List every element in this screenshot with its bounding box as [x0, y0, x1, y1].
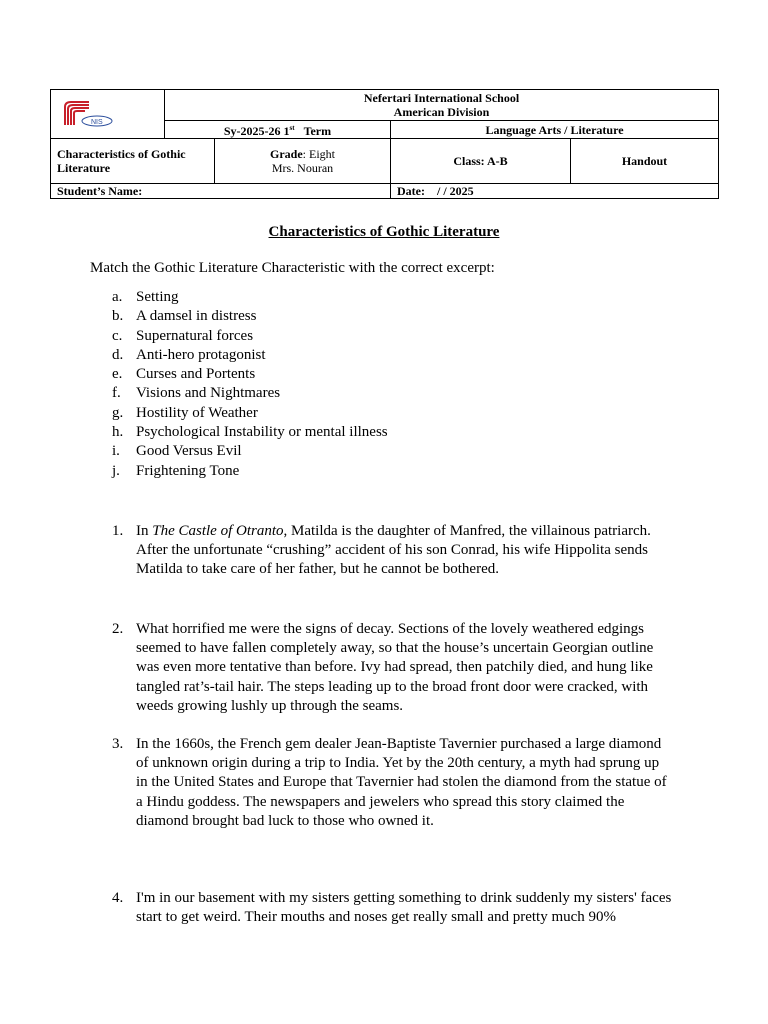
item-letter: d. [112, 346, 124, 363]
list-item [112, 404, 388, 423]
list-item [112, 346, 388, 365]
excerpt-text: In The Castle of Otranto, Matilda is the daughter of Manfred, the villainous patriarch. After the unfortunate “crushing” accident of his son Conrad, his wife Hippolita sends Matilda to take care of her father, but he cannot be bothered. [136, 523, 651, 578]
school-logo [59, 99, 117, 129]
item-letter: h. [112, 424, 124, 441]
characteristics-list [112, 288, 388, 481]
list-item [112, 384, 388, 403]
school-year-cell [165, 121, 391, 139]
excerpt-text: In the 1660s, the French gem dealer Jean-Baptiste Tavernier purchased a large diamond of unknown origin during a trip to India. Yet by the 20th century, a myth had sprung up in the United States and Europe that Tavernier had stolen the diamond from the statue of a Hindu goddess. The newspapers and jewelers who spread this story claimed the diamond brought bad luck to those who owned it. [136, 736, 667, 829]
excerpt-item [112, 522, 672, 580]
item-text: Good Versus Evil [136, 443, 242, 460]
item-text: Hostility of Weather [136, 404, 258, 421]
header-table [50, 89, 718, 197]
page-title: Characteristics of Gothic Literature [268, 224, 500, 240]
excerpt-number: 3. [112, 736, 124, 752]
item-letter: j. [112, 462, 120, 479]
item-letter: c. [112, 327, 123, 344]
list-item [112, 327, 388, 346]
school-logo-cell [51, 90, 165, 139]
item-letter: b. [112, 308, 124, 325]
list-item [112, 288, 388, 307]
teacher-name: Mrs. Nouran [271, 161, 334, 175]
list-item [112, 365, 388, 384]
item-letter: a. [112, 289, 123, 305]
item-letter: e. [112, 366, 123, 383]
list-item [112, 442, 388, 461]
item-letter: i. [112, 443, 120, 460]
excerpt-item [112, 735, 672, 831]
date-value: / / 2025 [436, 184, 474, 198]
excerpt-text: What horrified me were the signs of decay. Sections of the lovely weathered edgings seemed to have fallen completely away, so that the house’s uncertain Georgian outline was even more tentative than before. Ivy had spread, then patchily died, and hung like tangled rat’s-tail hair. The steps leading up to the broad front door were cracked, with weeds growing lushly up through the seams. [136, 621, 654, 714]
doc-type: Handout [571, 139, 719, 184]
grade-label: Grade [269, 147, 303, 161]
excerpt-text: I'm in our basement with my sisters getting something to drink suddenly my sisters' faces start to get weird. Their mouths and noses get really small and pretty much 90% [136, 890, 672, 926]
item-text: A damsel in distress [136, 308, 257, 325]
logo-lettering: NIS [91, 119, 103, 126]
date-label: Date: [397, 184, 425, 198]
grade-teacher-cell [215, 139, 391, 184]
term-label: Term [303, 124, 332, 138]
item-letter: f. [112, 385, 121, 402]
excerpt-number: 1. [112, 523, 124, 539]
item-text: Anti-hero protagonist [136, 346, 266, 363]
division-name: American Division [393, 105, 490, 119]
item-text: Frightening Tone [136, 462, 240, 479]
student-name-field[interactable] [51, 184, 391, 199]
excerpt-item [112, 889, 672, 927]
item-text: Setting [136, 289, 179, 305]
student-name-label: Student’s Name: [57, 184, 143, 198]
item-text: Supernatural forces [136, 327, 254, 344]
topic: Characteristics of Gothic Literature [51, 139, 215, 184]
excerpt-item [112, 620, 672, 716]
school-name-cell [165, 90, 719, 121]
date-field[interactable] [391, 184, 719, 199]
subject: Language Arts / Literature [391, 121, 719, 139]
list-item [112, 462, 388, 481]
list-item [112, 307, 388, 326]
school-year-suffix: st [289, 124, 295, 132]
grade-value: : Eight [302, 147, 335, 161]
list-item [112, 423, 388, 442]
item-text: Psychological Instability or mental illness [136, 424, 388, 441]
excerpt-number: 4. [112, 890, 124, 906]
item-text: Curses and Portents [136, 366, 256, 383]
item-letter: g. [112, 404, 124, 421]
class-label: Class: A-B [391, 139, 571, 184]
instruction-text: Match the Gothic Literature Characteristic with the correct excerpt: [90, 260, 495, 276]
book-title: The Castle of Otranto [152, 523, 284, 539]
item-text: Visions and Nightmares [136, 385, 281, 402]
school-name: Nefertari International School [363, 91, 520, 105]
excerpt-number: 2. [112, 621, 124, 637]
school-year: Sy-2025-26 1 [223, 124, 290, 138]
